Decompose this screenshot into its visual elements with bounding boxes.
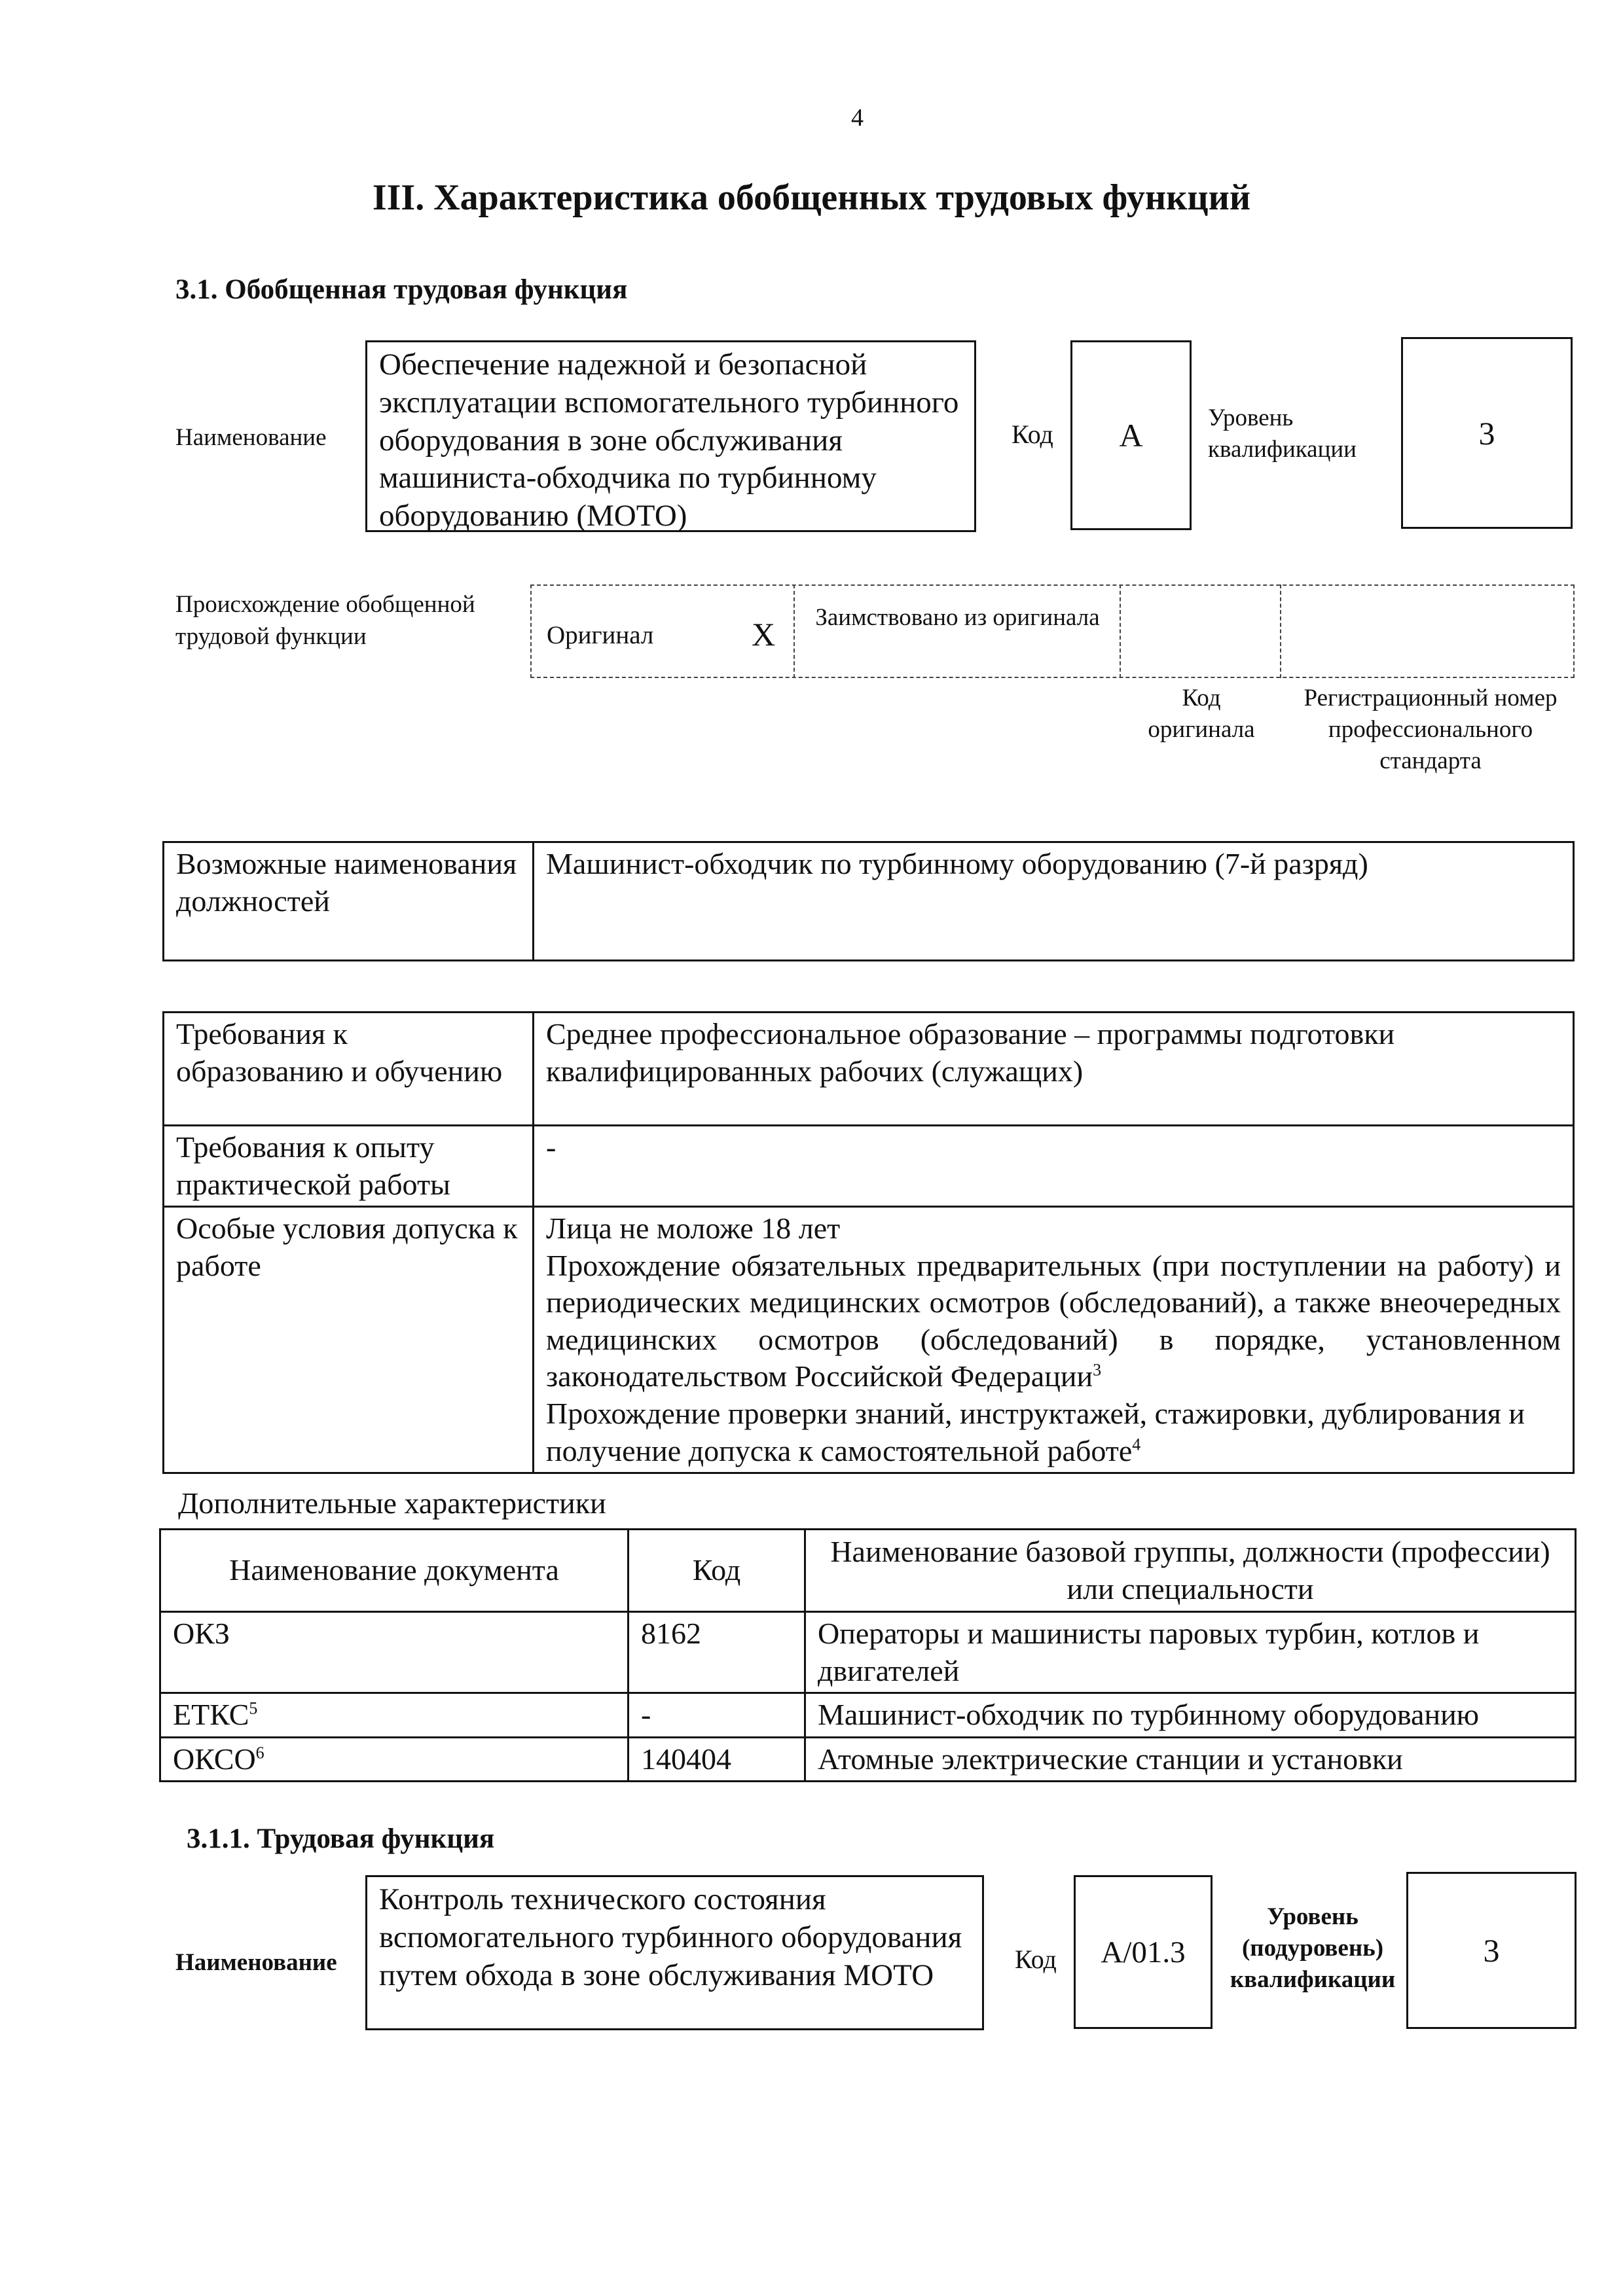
gtf-level-box [1401, 337, 1573, 529]
tf-level-label: Уровень (подуровень) квалификации [1230, 1903, 1396, 1994]
code-cell: - [629, 1693, 805, 1738]
origin-original-mark: X [752, 616, 776, 653]
footnote-marker: 4 [1132, 1435, 1141, 1454]
footnote-marker: 3 [1093, 1361, 1102, 1380]
origin-original-label: Оригинал [547, 621, 654, 649]
code-cell: 8162 [629, 1612, 805, 1693]
table-row [160, 1737, 1576, 1782]
origin-reg-caption: Регистрационный номер профессионального стандарта [1304, 685, 1558, 775]
req-label: Особые условия допуска к работе [164, 1207, 534, 1473]
req-label: Требования к образованию и обучению [164, 1013, 534, 1126]
origin-code-caption: Код оригинала [1148, 685, 1255, 744]
req-value: - [534, 1126, 1574, 1207]
name-cell: Атомные электрические станции и установки [805, 1737, 1576, 1782]
req-line: Прохождение проверки знаний, инструктажей, стажировки, дублирования и получение допуска к самостоятельной работе$^4$ [546, 1397, 1525, 1467]
table-row [164, 1013, 1574, 1126]
origin-borrowed-label: Заимствовано из оригинала [815, 604, 1100, 631]
gtf-code-label: Код [1012, 420, 1053, 449]
gtf-name-value: Обеспечение надежной и безопасной эксплуатации вспомогательного турбинного оборудования в зоне обслуживания машиниста-обходчика по турбинному оборудованию (МОТО) [379, 348, 959, 533]
doc-cell: ЕТКС$^5$ [160, 1693, 629, 1738]
gtf-level-value: 3 [1478, 414, 1495, 452]
gtf-code-box [1070, 340, 1192, 530]
table-row [160, 1693, 1576, 1738]
req-value: Среднее профессиональное образование – программы подготовки квалифицированных рабочих (служащих) [534, 1013, 1574, 1126]
positions-label: Возможные наименования должностей [164, 842, 534, 961]
page-number: 4 [851, 104, 864, 132]
table-header-row [160, 1530, 1576, 1612]
origin-label: Происхождение обобщенной трудовой функции [175, 591, 475, 650]
gtf-code-value: А [1119, 417, 1143, 454]
tf-heading: 3.1.1. Трудовая функция [187, 1823, 495, 1854]
name-cell: Операторы и машинисты паровых турбин, котлов и двигателей [805, 1612, 1576, 1693]
req-value-multiline [534, 1207, 1574, 1473]
table-row [160, 1612, 1576, 1693]
tf-level-value: 3 [1483, 1932, 1500, 1969]
gtf-name-label: Наименование [175, 424, 327, 451]
code-cell: 140404 [629, 1737, 805, 1782]
col-header-document: Наименование документа [160, 1530, 629, 1612]
name-cell: Машинист-обходчик по турбинному оборудованию [805, 1693, 1576, 1738]
positions-table [162, 841, 1575, 961]
req-line: Прохождение обязательных предварительных (при поступлении на работу) и периодических медицинских осмотров (обследований), а также внеочередных медицинских осмотров (обследований) в порядке, установленном законодательством Российской Федерации$^3$ [546, 1248, 1561, 1393]
doc-cell: ОКЗ [160, 1612, 629, 1693]
tf-level-box [1406, 1872, 1577, 2029]
tf-code-value: А/01.3 [1101, 1935, 1186, 1969]
table-row [164, 1126, 1574, 1207]
additional-heading: Дополнительные характеристики [178, 1486, 606, 1520]
footnote-marker: 6 [255, 1743, 264, 1763]
section-title: III. Характеристика обобщенных трудовых функций [372, 177, 1251, 218]
tf-code-label: Код [1015, 1945, 1057, 1974]
positions-value: Машинист-обходчик по турбинному оборудованию (7-й разряд) [534, 842, 1574, 961]
gtf-level-label: Уровень квалификации [1208, 404, 1357, 463]
req-line: Лица не моложе 18 лет [546, 1211, 841, 1246]
footnote-marker: 5 [249, 1698, 258, 1718]
requirements-table [162, 1011, 1575, 1474]
gtf-heading: 3.1. Обобщенная трудовая функция [175, 274, 628, 305]
tf-name-box [365, 1875, 984, 2030]
doc-cell: ОКСО$^6$ [160, 1737, 629, 1782]
table-row [164, 842, 1574, 961]
tf-name-value: Контроль технического состояния вспомогательного турбинного оборудования путем обхода в зоне обслуживания МОТО [379, 1882, 962, 1992]
req-label: Требования к опыту практической работы [164, 1126, 534, 1207]
col-header-name: Наименование базовой группы, должности (профессии) или специальности [805, 1530, 1576, 1612]
gtf-name-box [365, 340, 976, 532]
additional-table [159, 1528, 1577, 1782]
table-row [164, 1207, 1574, 1473]
tf-code-box [1074, 1875, 1213, 2029]
col-header-code: Код [629, 1530, 805, 1612]
tf-name-label: Наименование [175, 1949, 337, 1976]
